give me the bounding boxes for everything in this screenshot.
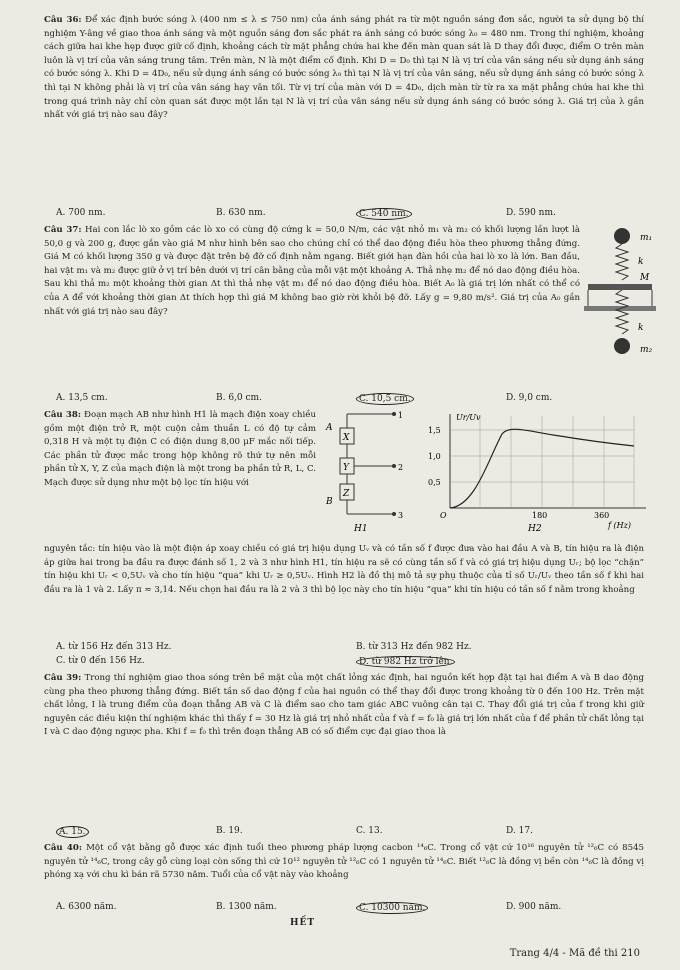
question-39-options <box>56 826 636 840</box>
k-bottom-label: k <box>638 323 644 333</box>
point-B: B <box>326 497 333 507</box>
option-d: D. 17. <box>506 826 533 836</box>
graph-h2 <box>420 410 650 534</box>
tick-1-5: 1,5 <box>428 426 441 435</box>
option-d: D. 900 năm. <box>506 902 562 912</box>
option-a: A. 6300 năm. <box>56 902 117 912</box>
question-38-text2: nguyên tắc: tín hiệu vào là một điện áp xoay chiều có giá trị hiệu dụng Uᵥ và có tần số f được đưa vào hai đầu A và B, tín hiệu ra là điện áp giữa hai trong ba đầu ra được đánh số 1, 2 và 3 như hình H1, tín hiệu ra sẽ có cùng tần số f và có giá trị hiệu dụng Uᵣ; bộ lọc “chặn” tín hiệu khi Uᵣ < 0,5Uᵥ và cho tín hiệu “qua” khi Uᵣ ≥ 0,5Uᵥ. Hình H2 là đồ thị mô tả sự phụ thuộc của tỉ số Uᵣ/Uᵥ theo tần số f khi hai đầu ra là 1 và 2. Lấy π ≈ 3,14. Nếu chọn hai đầu ra là 2 và 3 thì bộ lọc này cho tín hiệu “qua” khi tín hiệu có tần số f nằm trong khoảng <box>44 544 644 595</box>
question-37 <box>44 224 580 319</box>
option-c: C. từ 0 đến 156 Hz. <box>56 656 145 666</box>
question-40-title: Câu 40: <box>44 843 83 853</box>
question-37-title: Câu 37: <box>44 225 82 235</box>
option-a: A. 13,5 cm. <box>56 393 108 403</box>
question-36-options <box>56 208 636 222</box>
m2-label: m₂ <box>640 345 653 355</box>
option-d: D. 590 nm. <box>506 208 556 218</box>
spring-bottom <box>616 290 628 334</box>
end-marker: HẾT <box>290 918 316 928</box>
question-40-text: Một cổ vật bằng gỗ được xác định tuổi theo phương pháp lượng cacbon ¹⁴₆C. Trong cổ vật cứ 10¹⁶ nguyên tử ¹²₆C có 8545 nguyên tử ¹⁴₆C, trong cây gỗ cùng loại còn sống thì cứ 10¹² nguyên tử ¹²₆C có 1 nguyên tử ¹⁴₆C. Biết ¹²₆C là đồng vị bền còn ¹⁴₆C là đồng vị phóng xạ với chu kì bán rã 5730 năm. Tuổi của cổ vật này vào khoảng <box>44 843 645 881</box>
question-40-options <box>56 902 636 916</box>
tick-1-0: 1,0 <box>428 452 441 461</box>
option-b: B. từ 313 Hz đến 982 Hz. <box>356 642 472 652</box>
circuit-h1 <box>322 410 412 534</box>
option-d: D. 9,0 cm. <box>506 393 553 403</box>
terminal-1: 1 <box>398 411 404 420</box>
svg-text:Z: Z <box>343 489 350 499</box>
option-b: B. 6,0 cm. <box>216 393 262 403</box>
question-36 <box>44 14 644 123</box>
option-c: C. 540 nm. <box>356 208 412 220</box>
option-d: D. từ 982 Hz trở lên. <box>356 656 455 668</box>
option-a: A. 700 nm. <box>56 208 106 218</box>
point-A: A <box>326 423 333 433</box>
k-top-label: k <box>638 257 644 267</box>
mass-m1 <box>614 228 630 244</box>
question-38-options-row2 <box>56 656 636 670</box>
option-b: B. 19. <box>216 826 243 836</box>
x-axis-label: f (Hz) <box>608 521 631 530</box>
question-40 <box>44 842 644 883</box>
question-38-text1: Đoạn mạch AB như hình H1 là mạch điện xoay chiều gồm một điện trở R, một cuộn cảm thuần L có độ tự cảm 0,318 H và một tụ điện C có điện dung 8,00 μF mắc nối tiếp. Các phần tử được mắc trong hộp không rõ thứ tự nên mỗi phần tử X, Y, Z của mạch điện là một trong ba phần tử R, L, C. Mạch được sử dụng như một bộ lọc tín hiệu với <box>44 410 317 488</box>
question-38-options-row1 <box>56 642 636 656</box>
question-36-text: Để xác định bước sóng λ (400 nm ≤ λ ≤ 750 nm) của ánh sáng phát ra từ một nguồn sáng đơn sắc, người ta sử dụng bộ thí nghiệm Y-âng về giao thoa ánh sáng và một nguồn sáng đơn sắc phát ra ánh sáng có bước sóng λ₀ = 480 nm. Trong thí nghiệm, khoảng cách giữa hai khe hẹp được giữ cố định, khoảng cách từ mặt phẳng chứa hai khe đến màn quan sát là D thay đổi được, điểm O trên màn luôn là vị trí của vân sáng trung tâm. Trên màn, N là một điểm cố định. Khi D = D₀ thì tại N là vị trí của vân sáng nếu sử dụng ánh sáng có bước sóng λ. Khi D = 4D₀, nếu sử dụng ánh sáng có bước sóng λ₀ thì tại N là vị trí của vân sáng, nếu sử dụng ánh sáng có bước sóng λ thì tại N không phải là vị trí của vân sáng hay vân tối. Từ vị trí của màn với D = 4D₀, dịch màn từ từ ra xa mặt phẳng chứa hai khe thì trong quá trình này chỉ còn quan sát được một lần tại N là vị trí của vân sáng nếu sử dụng ánh sáng có bước sóng λ. Giá trị của λ gần nhất với giá trị nào sau đây? <box>44 15 644 121</box>
terminal-2: 2 <box>398 463 404 472</box>
tick-0-5: 0,5 <box>428 478 441 487</box>
y-axis-label: Ur/Uv <box>456 413 481 422</box>
option-c: C. 13. <box>356 826 383 836</box>
question-38-title: Câu 38: <box>44 410 82 420</box>
question-37-options <box>56 393 636 407</box>
question-38-body <box>44 543 644 597</box>
tick-360: 360 <box>594 511 610 520</box>
origin-label: O <box>440 511 447 520</box>
page-footer: Trang 4/4 - Mã đề thi 210 <box>509 948 640 959</box>
option-a: A. từ 156 Hz đến 313 Hz. <box>56 642 172 652</box>
M-label: M <box>640 273 650 283</box>
option-c: C. 10,5 cm. <box>356 393 414 405</box>
terminal-3: 3 <box>398 511 404 520</box>
holder-M <box>588 284 652 290</box>
m1-label: m₁ <box>640 233 653 243</box>
spring-figure <box>584 226 656 376</box>
option-a: A. 15. <box>56 826 89 838</box>
option-c: C. 10300 năm. <box>356 902 428 914</box>
spring-top <box>616 244 628 280</box>
question-38-intro <box>44 409 316 491</box>
grid <box>450 416 634 508</box>
option-b: B. 1300 năm. <box>216 902 277 912</box>
option-b: B. 630 nm. <box>216 208 266 218</box>
question-39 <box>44 672 644 740</box>
question-39-title: Câu 39: <box>44 673 82 683</box>
svg-text:Y: Y <box>343 463 349 473</box>
tick-180: 180 <box>532 511 548 520</box>
mass-m2 <box>614 338 630 354</box>
caption-h2: H2 <box>528 524 542 534</box>
svg-text:X: X <box>343 433 350 443</box>
caption-h1: H1 <box>354 524 368 534</box>
question-36-title: Câu 36: <box>44 15 82 25</box>
question-39-text: Trong thí nghiệm giao thoa sóng trên bề mặt của một chất lỏng xác định, hai nguồn kết hợp đặt tại hai điểm A và B dao động cùng pha theo phương thẳng đứng. Biết tần số dao động f của hai nguồn có thể thay đổi được trong khoảng từ 0 đến 100 Hz. Trên mặt chất lỏng, I là trung điểm của đoạn thẳng AB và C là điểm sao cho tam giác ABC vuông cân tại C. Thay đổi giá trị của f trong khi giữ nguyên các điều kiện thí nghiệm khác thì thấy f = 30 Hz là giá trị nhỏ nhất của f và f = f₀ là giá trị lớn nhất của f để phần tử chất lỏng tại I và C dao động ngược pha. Khi f = f₀ thì trên đoạn thẳng AB có số điểm cực đại giao thoa là <box>44 673 645 738</box>
question-37-text: Hai con lắc lò xo gồm các lò xo có cùng độ cứng k = 50,0 N/m, các vật nhỏ m₁ và m₂ có khối lượng lần lượt là 50,0 g và 200 g, được gắn vào giá M như hình bên sao cho chúng chỉ có thể dao động điều hòa theo phương thẳng đứng. Giá M có khối lượng 350 g và được đặt trên bệ đỡ cố định nằm ngang. Biết giới hạn đàn hồi của hai lò xo là lớn. Ban đầu, hai vật m₁ và m₂ được giữ ở vị trí bên dưới vị trí cân bằng của mỗi vật một khoảng A. Thả nhẹ m₂ để nó dao động điều hòa. Sau khi thả m₂ một khoảng thời gian Δt thì thả nhẹ vật m₁ để nó dao động điều hòa. Biết A₀ là giá trị lớn nhất có thể có của A để với khoảng thời gian Δt thích hợp thì giá M không bao giờ rời khỏi bệ đỡ. Lấy g = 9,80 m/s². Giá trị của A₀ gần nhất với giá trị nào sau đây? <box>44 225 580 317</box>
